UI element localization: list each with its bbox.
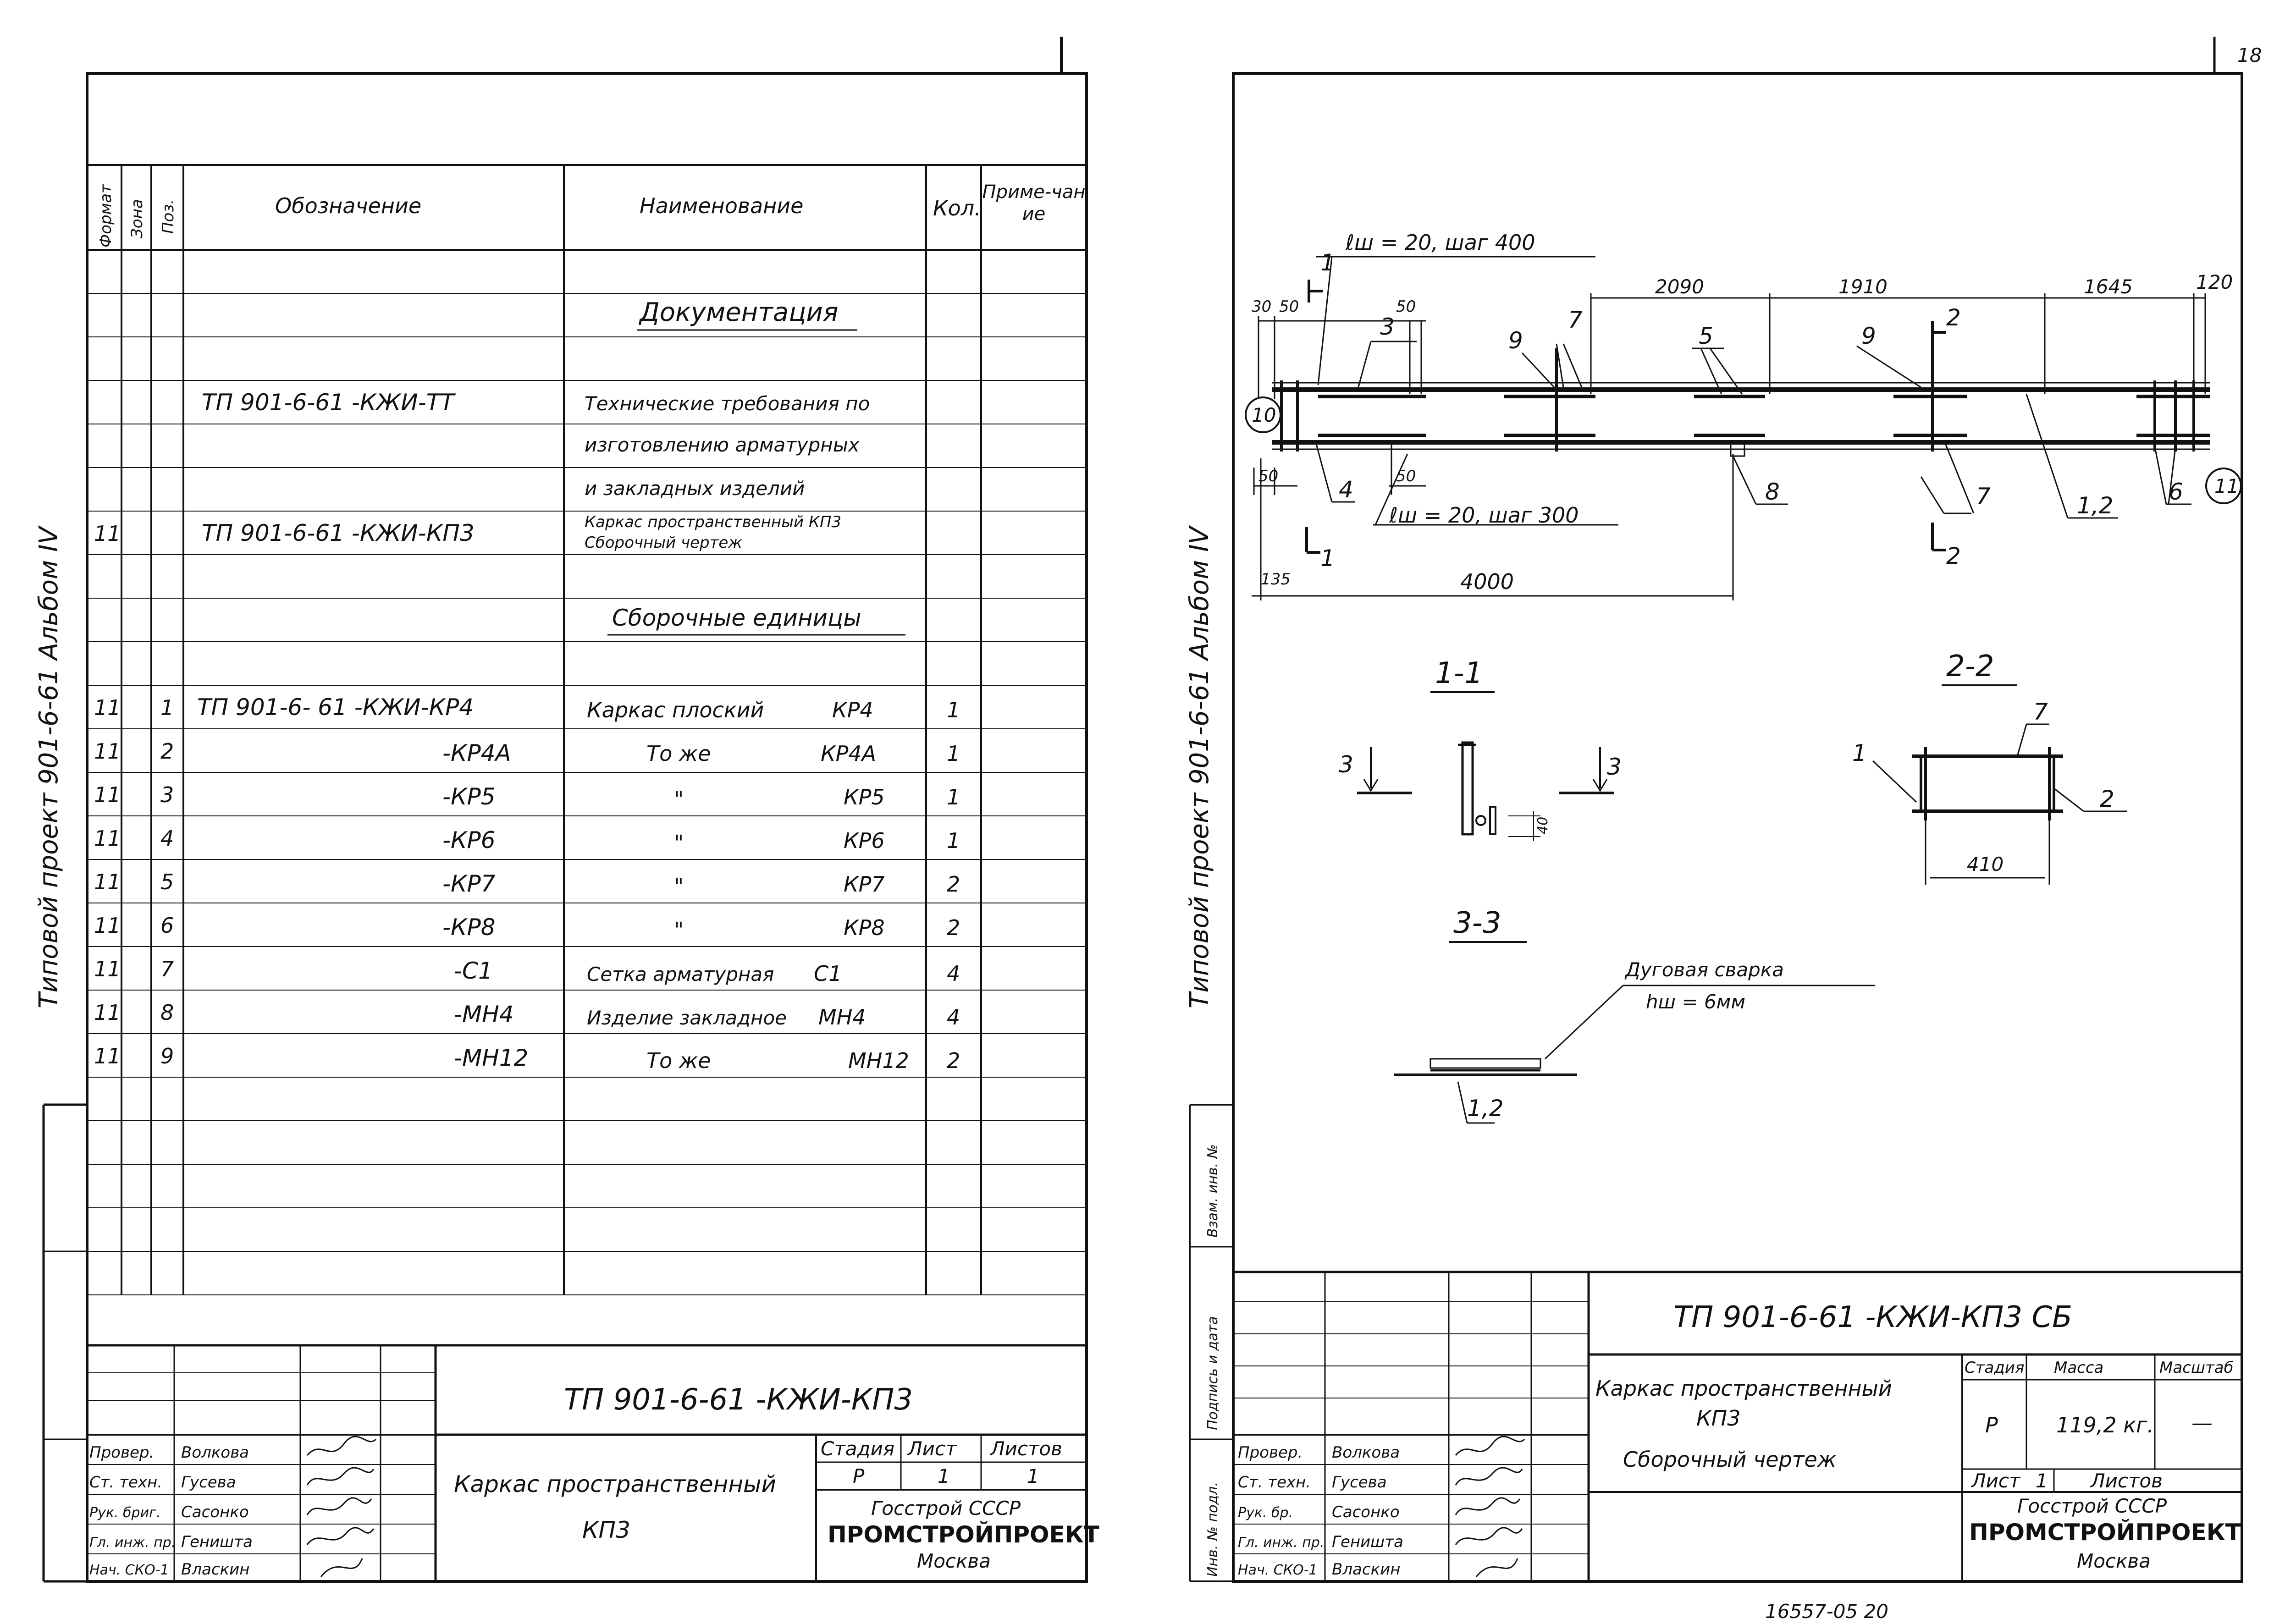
item-format: 11 xyxy=(94,870,121,894)
left-title-name-2: КП3 xyxy=(582,1517,630,1543)
bottom-code: 16557-05 20 xyxy=(1765,1600,1889,1623)
header-pos: Поз. xyxy=(159,199,177,234)
right-scale-label: Масштаб xyxy=(2159,1359,2234,1377)
right-title-code: ТП 901-6-61 -КЖИ-КП3 СБ xyxy=(1673,1300,2073,1334)
item-format: 11 xyxy=(94,695,121,720)
right-sheets-label: Листов xyxy=(2091,1470,2163,1492)
item-qty: 1 xyxy=(947,785,960,809)
callout: 11 xyxy=(2214,475,2239,497)
right-person-role: Провер. xyxy=(1238,1443,1303,1462)
item-designation: -КР7 xyxy=(442,870,496,897)
item-format: 11 xyxy=(94,782,121,807)
left-sheets-value: 1 xyxy=(1027,1465,1039,1487)
weld-note-top: ℓш = 20, шаг 400 xyxy=(1346,230,1535,255)
items-list xyxy=(94,694,960,1073)
section-title: 1-1 xyxy=(1435,656,1483,690)
callout: 8 xyxy=(1765,479,1780,505)
left-sheet-label: Лист xyxy=(908,1437,957,1460)
item-pos: 1 xyxy=(160,695,174,720)
doc-row-name: и закладных изделий xyxy=(585,477,805,500)
item-mark: КР6 xyxy=(844,828,885,853)
right-stage-value: Р xyxy=(1985,1413,1998,1437)
right-title-name-1: Каркас пространственный xyxy=(1595,1376,1892,1401)
doc-kp3-name-2: Сборочный чертеж xyxy=(585,534,742,552)
callout: 1 xyxy=(1320,249,1335,276)
item-designation: ТП 901-6- 61 -КЖИ-КР4 xyxy=(197,694,474,721)
item-name: Каркас плоский xyxy=(587,698,764,722)
right-person-name: Сасонко xyxy=(1332,1503,1400,1521)
right-title-block xyxy=(1233,1272,2242,1581)
header-name: Наименование xyxy=(640,193,804,218)
item-name: " xyxy=(674,787,684,812)
section-mark: 1,2 xyxy=(1467,1095,1504,1122)
item-qty: 4 xyxy=(947,961,960,986)
left-person-role: Нач. СКО-1 xyxy=(89,1562,169,1578)
header-qty: Кол. xyxy=(933,196,981,220)
section-mark: 3 xyxy=(1339,751,1353,778)
dim-bottom: 4000 xyxy=(1460,569,1514,594)
right-sheet xyxy=(1185,37,2262,1623)
item-designation: -КР6 xyxy=(442,827,496,853)
section-mark: 1 xyxy=(1852,740,1867,766)
left-stage-label: Стадия xyxy=(821,1437,895,1460)
dim-top: 2090 xyxy=(1655,275,1704,298)
left-person-name: Геништа xyxy=(181,1533,253,1551)
doc-row-name: изготовлению арматурных xyxy=(585,434,860,456)
right-person-name: Волкова xyxy=(1332,1443,1400,1462)
item-qty: 1 xyxy=(947,741,960,766)
right-person-name: Власкин xyxy=(1332,1560,1401,1579)
item-designation: -КР4А xyxy=(442,740,511,766)
left-person-role: Провер. xyxy=(89,1443,155,1462)
left-signatures xyxy=(307,1437,376,1577)
left-city: Москва xyxy=(917,1550,991,1572)
right-org1: Госстрой СССР xyxy=(2017,1495,2167,1517)
right-sheet-value: 1 xyxy=(2036,1470,2048,1492)
section-3-3 xyxy=(1394,906,1875,1123)
section-mark: 3 xyxy=(1607,754,1622,780)
left-person-name: Гусева xyxy=(181,1473,236,1492)
dim-top: 120 xyxy=(2196,271,2233,293)
item-name: " xyxy=(674,874,684,899)
callout: 7 xyxy=(1976,483,1991,510)
header-note: Приме-чание xyxy=(982,182,1086,225)
callout: 4 xyxy=(1339,476,1353,503)
doc-kp3-format: 11 xyxy=(94,521,121,546)
left-side-strip-text: Типовой проект 901-6-61 Альбом IV xyxy=(34,527,64,1008)
item-pos: 2 xyxy=(160,739,174,764)
right-sheet-label: Лист xyxy=(1971,1470,2020,1492)
doc-row-designation: ТП 901-6-61 -КЖИ-ТТ xyxy=(202,389,454,416)
item-qty: 2 xyxy=(947,915,960,940)
left-person-name: Власкин xyxy=(181,1560,250,1579)
item-mark: МН4 xyxy=(818,1005,866,1029)
right-person-name: Гусева xyxy=(1332,1473,1387,1492)
item-qty: 1 xyxy=(947,698,960,722)
dim-bottom: 135 xyxy=(1261,570,1291,589)
dim-top: 50 xyxy=(1396,297,1416,316)
callout: 3 xyxy=(1380,314,1395,340)
item-mark: КР5 xyxy=(844,785,885,809)
documentation-title: Документация xyxy=(640,297,839,327)
item-qty: 4 xyxy=(947,1005,960,1029)
left-title-code: ТП 901-6-61 -КЖИ-КП3 xyxy=(564,1383,913,1417)
item-designation: -МН4 xyxy=(454,1001,514,1028)
left-person-role: Ст. техн. xyxy=(89,1473,163,1492)
callout: 1,2 xyxy=(2077,492,2114,519)
left-org1: Госстрой СССР xyxy=(871,1497,1021,1519)
item-format: 11 xyxy=(94,1000,121,1025)
doc-kp3-designation: ТП 901-6-61 -КЖИ-КП3 xyxy=(202,520,475,546)
left-title-block xyxy=(87,1345,1099,1581)
right-signatures xyxy=(1456,1437,1524,1577)
dim-top: 50 xyxy=(1279,297,1299,316)
left-person-name: Волкова xyxy=(181,1443,249,1462)
item-mark: С1 xyxy=(814,961,842,986)
right-person-name: Геништа xyxy=(1332,1533,1403,1551)
dim-bottom: 50 xyxy=(1258,467,1279,485)
doc-row-name: Технические требования по xyxy=(585,392,870,415)
item-mark: КР4 xyxy=(832,698,873,722)
right-city: Москва xyxy=(2077,1550,2151,1572)
right-side-strip-text: Типовой проект 901-6-61 Альбом IV xyxy=(1185,527,1214,1008)
header-format: Формат xyxy=(97,184,115,248)
right-org2: ПРОМСТРОЙПРОЕКТ xyxy=(1969,1519,2241,1546)
assembly-title: Сборочные единицы xyxy=(612,605,861,631)
item-pos: 8 xyxy=(160,1000,174,1025)
right-title-name-2: КП3 xyxy=(1696,1406,1741,1431)
left-sheets-label: Листов xyxy=(990,1437,1062,1460)
item-qty: 1 xyxy=(947,828,960,853)
item-pos: 9 xyxy=(160,1044,174,1068)
item-pos: 3 xyxy=(160,782,174,807)
callout: 5 xyxy=(1699,323,1713,349)
item-designation: -МН12 xyxy=(454,1045,529,1071)
section-2-2 xyxy=(1852,650,2127,885)
left-sheet-value: 1 xyxy=(938,1465,950,1487)
section-mark: 2 xyxy=(2100,786,2114,812)
item-mark: КР8 xyxy=(844,915,885,940)
weld-note-bottom: ℓш = 20, шаг 300 xyxy=(1389,503,1579,528)
callout: 7 xyxy=(1568,307,1583,333)
item-name: Сетка арматурная xyxy=(587,963,774,985)
header-designation: Обозначение xyxy=(275,193,422,218)
section-title: 2-2 xyxy=(1946,650,1994,683)
item-format: 11 xyxy=(94,739,121,764)
left-frame xyxy=(87,73,1087,1581)
page-number: 18 xyxy=(2237,44,2262,66)
main-elevation xyxy=(1246,230,2241,600)
item-format: 11 xyxy=(94,826,121,851)
header-note-wrap xyxy=(981,181,1087,241)
item-pos: 6 xyxy=(160,913,174,938)
stamp-label: Инв. № подл. xyxy=(1205,1482,1221,1577)
callout: 6 xyxy=(2169,479,2183,505)
dim-top: 1645 xyxy=(2084,275,2133,298)
dim-bottom: 50 xyxy=(1396,467,1416,485)
item-name: То же xyxy=(646,1048,711,1073)
item-format: 11 xyxy=(94,913,121,938)
left-person-role: Рук. бриг. xyxy=(89,1505,161,1521)
item-pos: 4 xyxy=(160,826,174,851)
right-mass-value: 119,2 кг. xyxy=(2056,1413,2154,1437)
item-qty: 2 xyxy=(947,1048,960,1073)
item-pos: 5 xyxy=(160,870,174,894)
item-name: Изделие закладное xyxy=(587,1007,787,1029)
right-stage-label: Стадия xyxy=(1965,1359,2025,1377)
item-pos: 7 xyxy=(160,957,174,981)
left-person-role: Гл. инж. пр. xyxy=(89,1535,176,1551)
item-mark: МН12 xyxy=(848,1048,909,1073)
right-person-role: Рук. бр. xyxy=(1238,1505,1293,1521)
dim-top: 30 xyxy=(1252,297,1272,316)
item-designation: -КР5 xyxy=(442,783,496,810)
left-sheet xyxy=(34,37,1099,1581)
item-mark: КР7 xyxy=(844,872,885,897)
item-mark: КР4А xyxy=(821,741,877,766)
right-person-role: Гл. инж. пр. xyxy=(1238,1535,1325,1551)
spec-table xyxy=(87,165,1087,1295)
right-scale-value: — xyxy=(2191,1410,2213,1435)
stamp-label: Взам. инв. № xyxy=(1205,1144,1221,1238)
callout: 10 xyxy=(1252,404,1276,426)
right-person-role: Ст. техн. xyxy=(1238,1473,1311,1492)
stamp-label: Подпись и дата xyxy=(1205,1316,1221,1430)
right-person-role: Нач. СКО-1 xyxy=(1238,1562,1318,1578)
left-stamp-strip xyxy=(44,1105,87,1581)
callout: 2 xyxy=(1946,304,1961,331)
left-title-name-1: Каркас пространственный xyxy=(454,1471,777,1497)
callout: 9 xyxy=(1861,323,1876,349)
dim-top: 1910 xyxy=(1838,275,1888,298)
section-mark: 7 xyxy=(2033,699,2048,725)
weld-arc-note-2: hш = 6мм xyxy=(1646,991,1746,1013)
left-stage-value: Р xyxy=(853,1465,865,1487)
item-qty: 2 xyxy=(947,872,960,897)
item-designation: -КР8 xyxy=(442,914,496,941)
section-1-1 xyxy=(1339,656,1622,841)
item-format: 11 xyxy=(94,1044,121,1068)
item-name: " xyxy=(674,831,684,855)
left-org2: ПРОМСТРОЙПРОЕКТ xyxy=(828,1521,1099,1548)
right-mass-label: Масса xyxy=(2054,1359,2104,1377)
item-designation: -С1 xyxy=(454,958,493,984)
item-name: " xyxy=(674,918,684,942)
right-title-name-3: Сборочный чертеж xyxy=(1623,1447,1837,1472)
weld-arc-note-1: Дуговая сварка xyxy=(1625,958,1784,981)
section-title: 3-3 xyxy=(1453,906,1501,940)
callout: 1 xyxy=(1320,545,1335,572)
section-mark: 410 xyxy=(1967,853,2004,875)
doc-kp3-name-1: Каркас пространственный КП3 xyxy=(585,513,842,531)
section-mark: 40 xyxy=(1535,816,1551,834)
callout: 2 xyxy=(1946,543,1961,569)
callout: 9 xyxy=(1508,327,1523,354)
item-name: То же xyxy=(646,741,711,766)
header-zone: Зона xyxy=(128,199,146,238)
left-person-name: Сасонко xyxy=(181,1503,249,1521)
item-format: 11 xyxy=(94,957,121,981)
